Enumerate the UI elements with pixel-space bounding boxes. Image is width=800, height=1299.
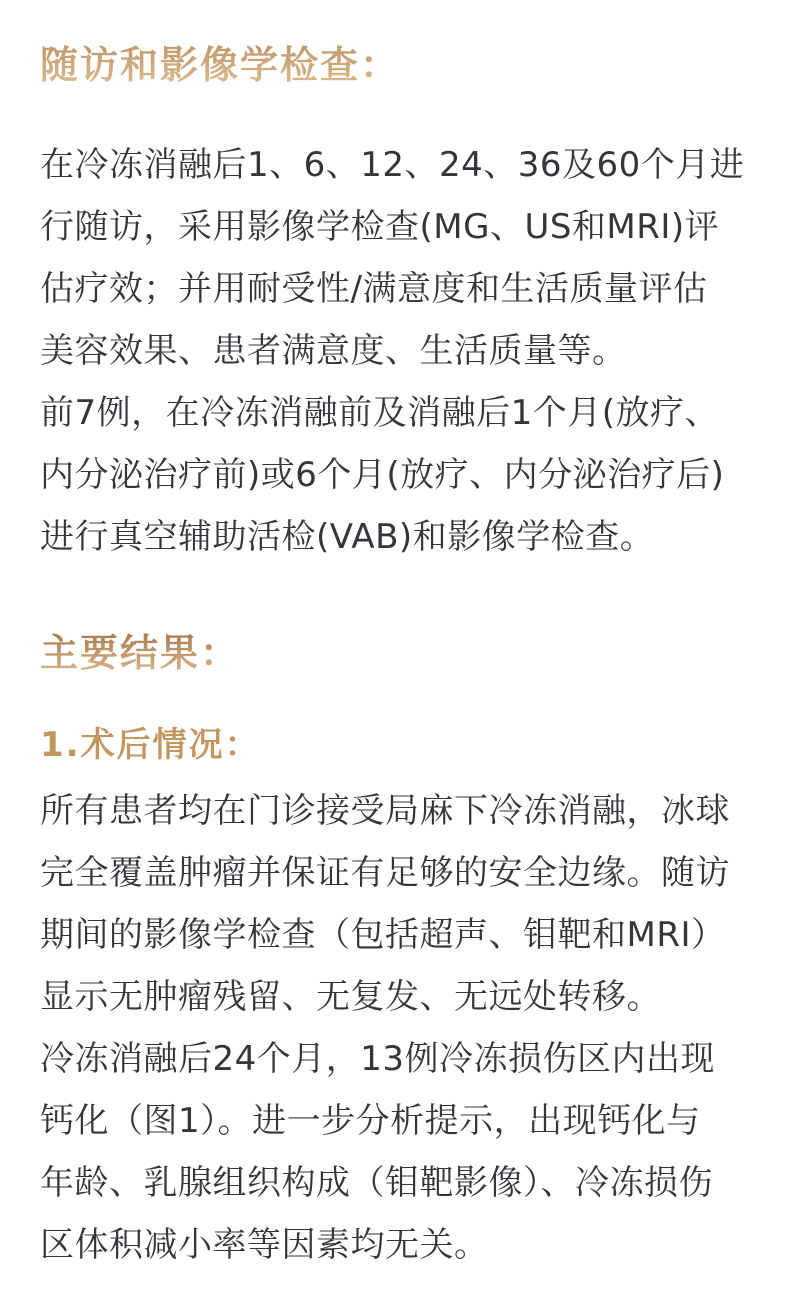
- text-line: 美容效果、患者满意度、生活质量等。: [40, 331, 627, 371]
- text-line: 显示无肿瘤残留、无复发、无远处转移。: [40, 977, 661, 1017]
- text-line: 所有患者均在门诊接受局麻下冷冻消融，冰球: [40, 791, 730, 831]
- text-line: 年龄、乳腺组织构成（钼靶影像）、冷冻损伤: [40, 1163, 713, 1203]
- followup-paragraph: [40, 134, 760, 568]
- postop-paragraph: [40, 780, 760, 1276]
- section-heading-main-results: 主要结果：: [40, 628, 760, 678]
- text-line: 钙化（图1）。进一步分析提示，出现钙化与: [40, 1101, 701, 1141]
- text-line: 内分泌治疗前)或6个月(放疗、内分泌治疗后): [40, 455, 725, 495]
- text-line: 进行真空辅助活检(VAB)和影像学检查。: [40, 517, 655, 557]
- text-line: 冷冻消融后24个月，13例冷冻损伤区内出现: [40, 1039, 716, 1079]
- section-heading-followup-imaging: 随访和影像学检查：: [40, 0, 760, 90]
- text-line: 完全覆盖肿瘤并保证有足够的安全边缘。随访: [40, 853, 730, 893]
- text-line: 在冷冻消融后1、6、12、24、36及60个月进: [40, 145, 745, 185]
- text-line: 期间的影像学检查（包括超声、钼靶和MRI）: [40, 915, 726, 955]
- text-line: 前7例，在冷冻消融前及消融后1个月(放疗、: [40, 393, 720, 433]
- text-line: 区体积减小率等因素均无关。: [40, 1225, 489, 1265]
- text-line: 行随访，采用影像学检查(MG、US和MRI)评: [40, 207, 720, 247]
- text-line: 估疗效；并用耐受性/满意度和生活质量评估: [40, 269, 708, 309]
- subheading-postop-status: 1.术后情况：: [40, 725, 261, 765]
